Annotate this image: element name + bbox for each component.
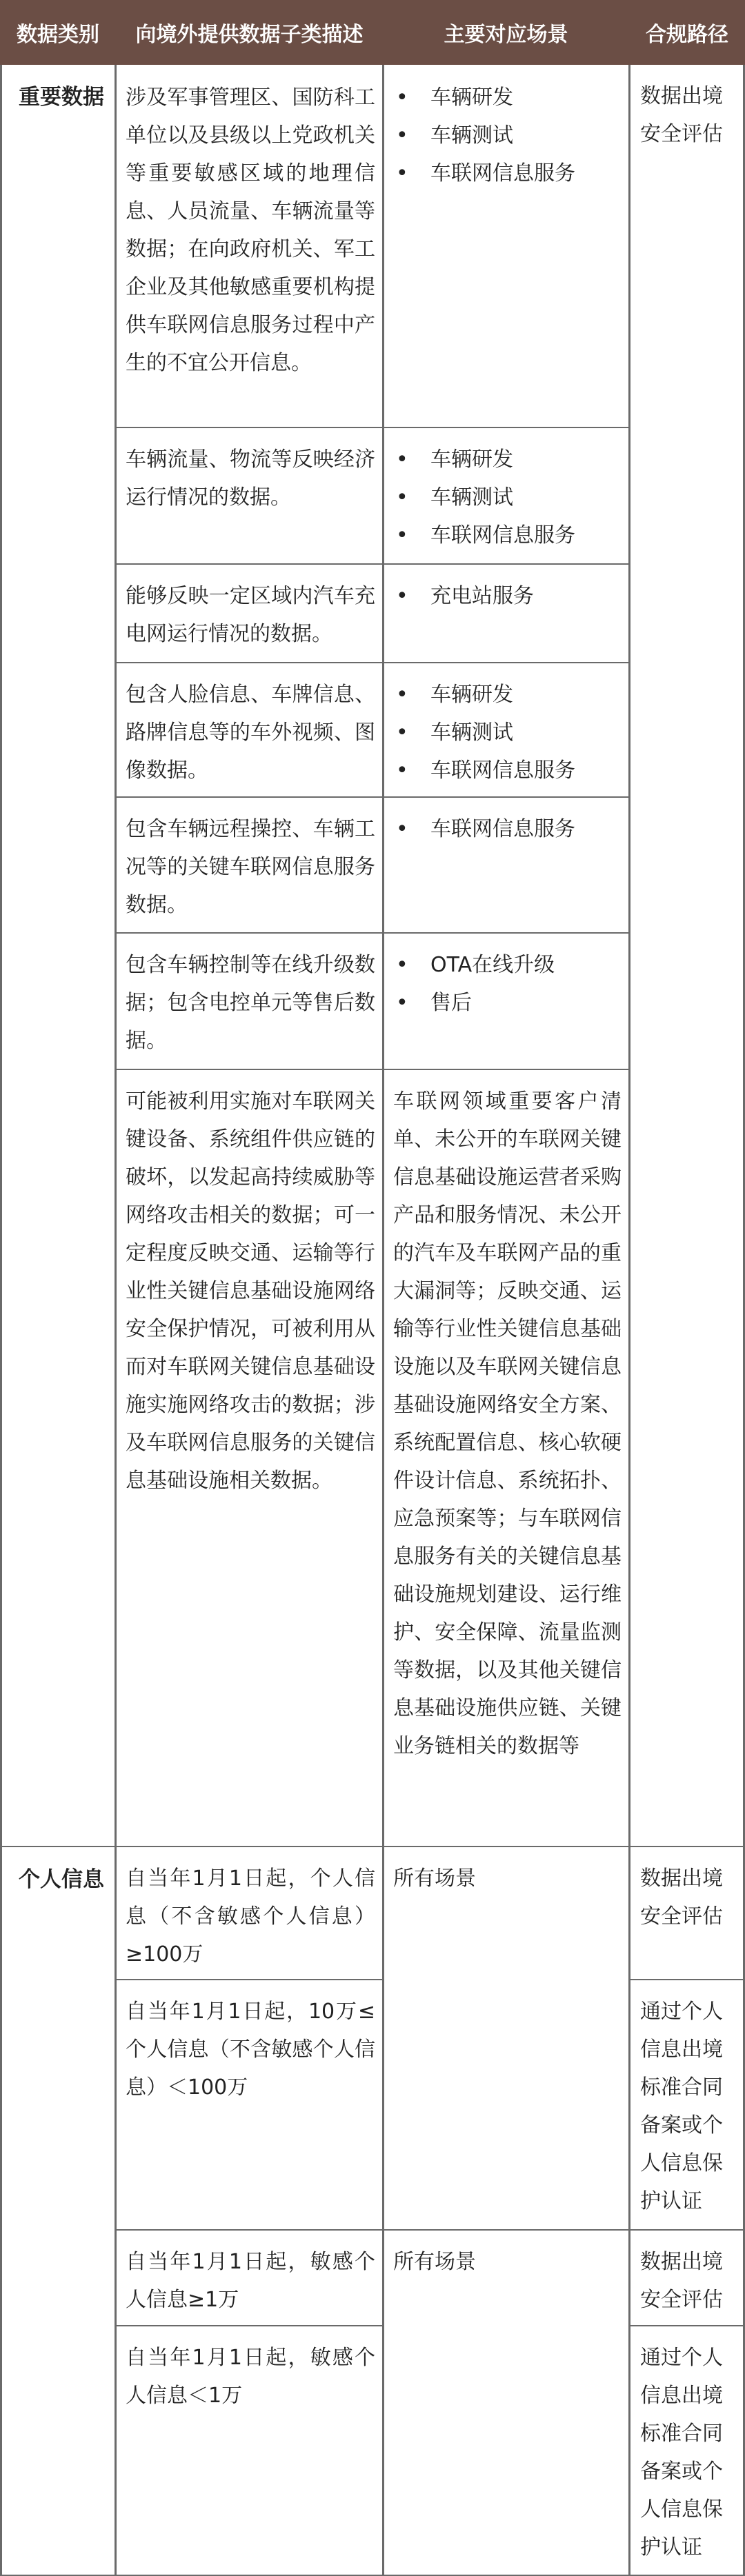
scenario-item: • 车辆测试 [393,479,622,516]
description-row-1: 涉及军事管理区、国防科工单位以及县级以上党政机关等重要敏感区域的地理信息、人员流量、车辆流量等数据；在向政府机关、军工企业及其他敏感重要机构提供车联网信息服务过程中产生的不宜公开信息。 [126,85,375,375]
scenario-list [393,810,622,848]
scenario-list [393,676,622,789]
scenario-item: • 车辆测试 [393,117,622,154]
scenario-row-5 [384,798,628,848]
category-important: 重要数据 [19,85,104,110]
scenario-item: • 车辆测试 [393,714,622,752]
personal-scenario-2: 所有场景 [393,2250,476,2274]
personal-compliance-row-2: 通过个人信息出境标准合同备案或个人信息保护认证 [640,2000,723,2213]
scenario-item: • 车辆研发 [393,441,622,479]
header-category: 数据类别 [0,0,116,65]
description-row-4: 包含人脸信息、车牌信息、路牌信息等的车外视频、图像数据。 [126,683,375,783]
description-row-3: 能够反映一定区域内汽车充电网运行情况的数据。 [126,584,375,646]
scenario-item: • 车辆研发 [393,79,622,117]
scenario-list [393,441,622,554]
description-row-5: 包含车辆远程操控、车辆工况等的关键车联网信息服务数据。 [126,817,375,917]
personal-compliance-row-1: 数据出境安全评估 [640,1866,723,1929]
description-row-2: 车辆流量、物流等反映经济运行情况的数据。 [126,447,375,510]
scenario-item: • 车联网信息服务 [393,810,622,848]
personal-description-row-2: 自当年1月1日起，10万≤个人信息（不含敏感个人信息）＜100万 [126,2000,375,2100]
scenario-row-3 [384,565,628,615]
scenario-item: • 车联网信息服务 [393,516,622,554]
scenario-item: • 车联网信息服务 [393,752,622,789]
personal-description-row-4: 自当年1月1日起，敏感个人信息＜1万 [126,2346,375,2408]
scenario-item: • OTA在线升级 [393,946,622,984]
header-scenario: 主要对应场景 [383,0,629,65]
scenario-row-6 [384,934,628,1022]
scenario-list [393,946,622,1022]
header-description: 向境外提供数据子类描述 [116,0,383,65]
category-personal: 个人信息 [19,1867,104,1892]
personal-compliance-row-3: 数据出境安全评估 [640,2250,723,2312]
scenario-row-2 [384,428,628,554]
scenario-row-4 [384,663,628,789]
personal-description-row-3: 自当年1月1日起，敏感个人信息≥1万 [126,2250,375,2312]
scenario-row-7: 车联网领域重要客户清单、未公开的车联网关键信息基础设施运营者采购产品和服务情况、未公开的汽车及车联网产品的重大漏洞等；反映交通、运输等行业性关键信息基础设施以及车联网关键信息基础设施网络安全方案、系统配置信息、核心软硬件设计信息、系统拓扑、应急预案等；与车联网信息服务有关的关键信息基础设施规划建设、运行维护、安全保障、流量监测等数据，以及其他关键信息基础设施供应链、关键业务链相关的数据等 [393,1089,622,1758]
compliance-important: 数据出境安全评估 [640,84,723,146]
personal-scenario-1: 所有场景 [393,1866,476,1891]
scenario-item: • 充电站服务 [393,577,622,615]
scenario-item: • 售后 [393,984,622,1022]
scenario-list [393,577,622,615]
description-row-6: 包含车辆控制等在线升级数据；包含电控单元等售后数据。 [126,953,375,1053]
personal-compliance-row-4: 通过个人信息出境标准合同备案或个人信息保护认证 [640,2346,723,2559]
header-compliance: 合规路径 [629,0,745,65]
grid-line [0,65,2,2576]
scenario-item: • 车辆研发 [393,676,622,714]
personal-description-row-1: 自当年1月1日起，个人信息（不含敏感个人信息）≥100万 [126,1866,375,1966]
scenario-list [393,79,622,192]
scenario-row-1 [384,66,628,192]
description-row-7: 可能被利用实施对车联网关键设备、系统组件供应链的破坏，以发起高持续威胁等网络攻击相关的数据；可一定程度反映交通、运输等行业性关键信息基础设施网络安全保护情况，可被利用从而对车联网关键信息基础设施实施网络攻击的数据；涉及车联网信息服务的关键信息基础设施相关数据。 [126,1089,375,1493]
scenario-item: • 车联网信息服务 [393,154,622,192]
